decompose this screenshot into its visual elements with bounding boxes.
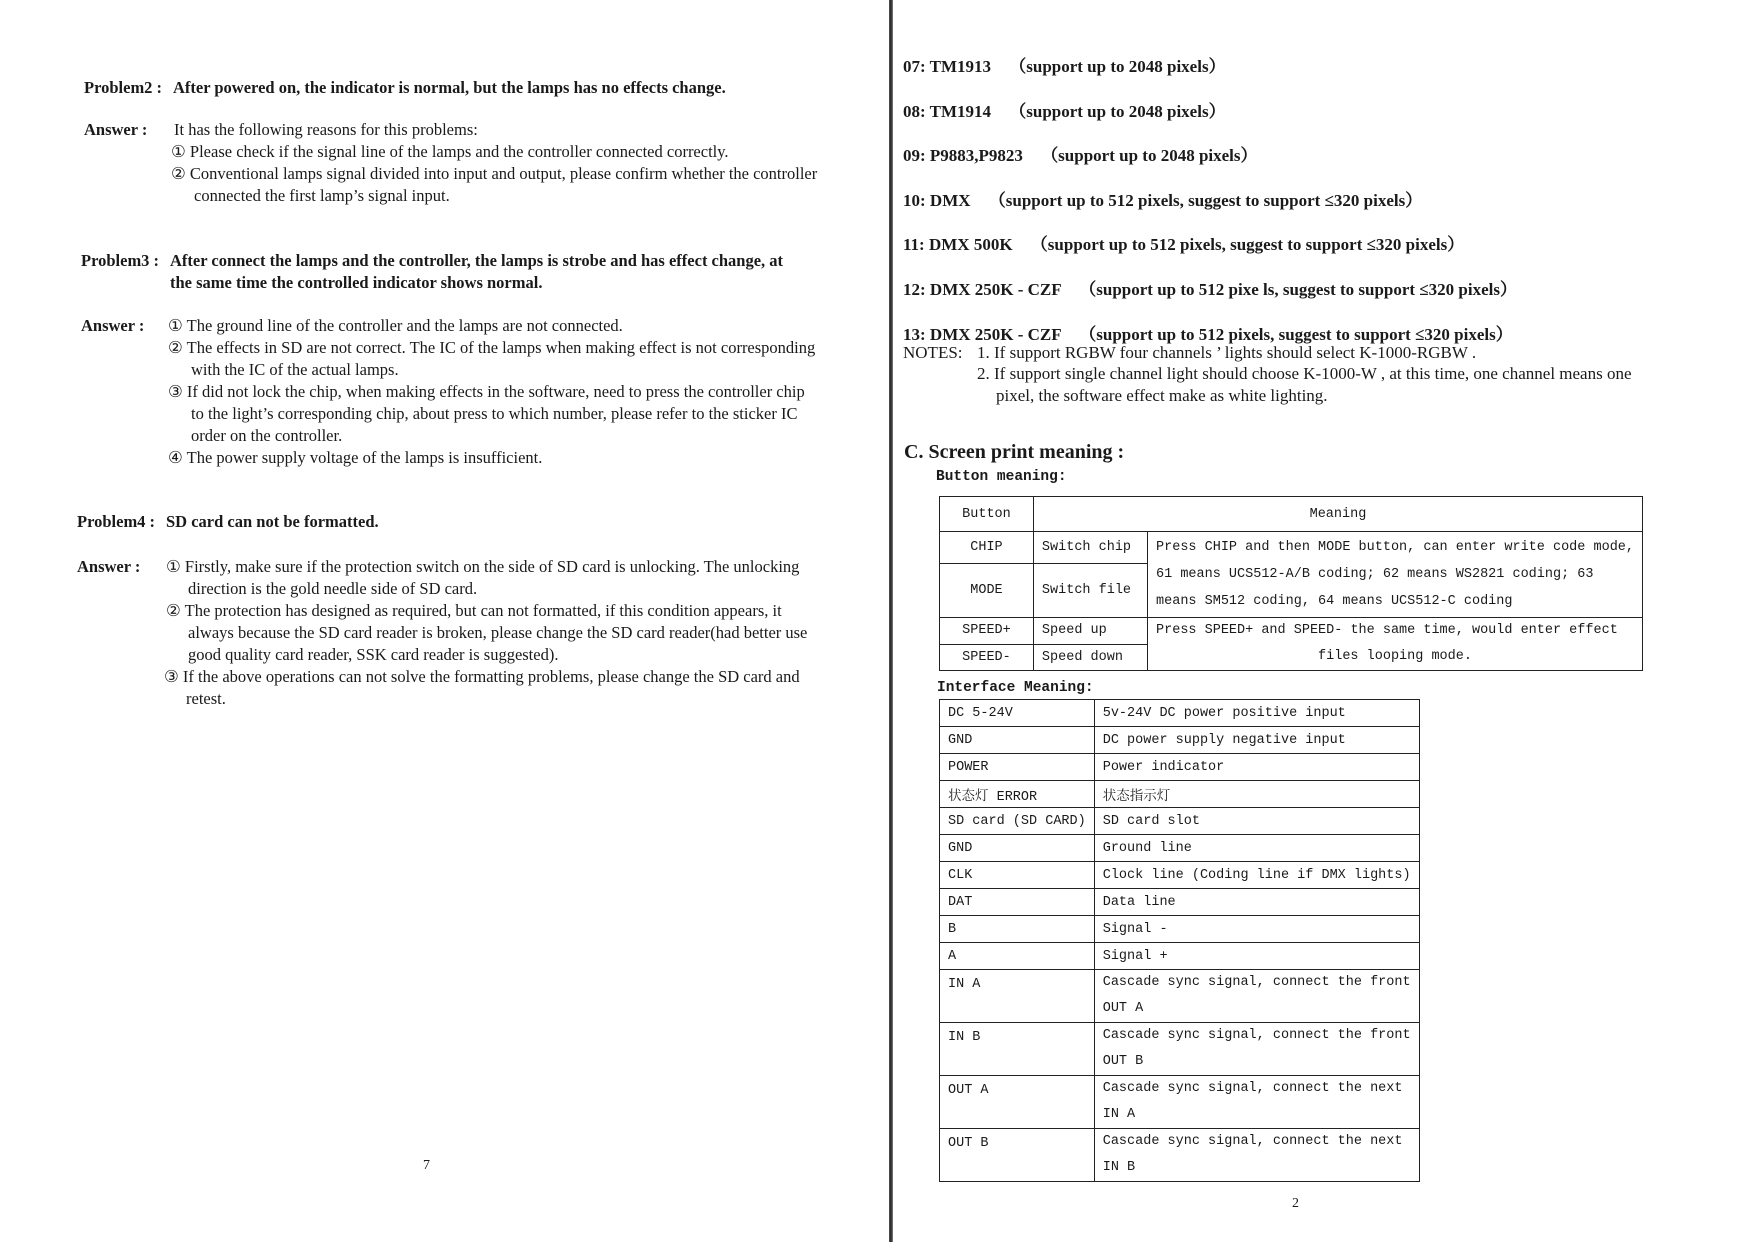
notes-label: NOTES: <box>903 343 963 362</box>
button-speed-up: SPEED+ <box>940 618 1034 645</box>
problem3-answer-label: Answer : <box>81 316 145 335</box>
problem3-item-3-cont: to the light’s corresponding chip, about press to which number, please refer to the sticker IC <box>191 404 798 423</box>
meaning-mode: Switch file <box>1033 564 1147 618</box>
notes-line-1: 1. If support RGBW four channels ’ lights should select K-1000-RGBW . <box>977 343 1477 362</box>
interface-meaning <box>1094 970 1419 1023</box>
problem3-label: Problem3 : <box>81 251 160 270</box>
interface-meaning-label: Interface Meaning: <box>937 680 1094 696</box>
interface-meaning-line: SD card slot <box>1102 813 1200 829</box>
interface-meaning-line: Ground line <box>1102 840 1192 856</box>
problem4-item-2-cont: always because the SD card reader is broken, please change the SD card reader(had better use <box>188 623 808 642</box>
problem3-item-4: ④ The power supply voltage of the lamps is insufficient. <box>168 448 543 467</box>
interface-meaning-line: DC power supply negative input <box>1102 732 1346 748</box>
problem3-title-line2: the same time the controlled indicator shows normal. <box>170 273 543 292</box>
table-row <box>940 916 1420 943</box>
interface-meaning <box>1094 889 1419 916</box>
chip-line-07 <box>903 52 1226 77</box>
problem3-item-1: ① The ground line of the controller and the lamps are not connected. <box>168 316 623 335</box>
chip-line-12 <box>903 275 1517 300</box>
interface-meaning <box>1094 916 1419 943</box>
chip-line-11 <box>903 230 1464 255</box>
table-row <box>940 970 1420 1023</box>
interface-name: SD card (SD CARD) <box>940 808 1095 835</box>
interface-meaning-line: OUT A <box>1102 1001 1144 1016</box>
interface-name: OUT A <box>940 1076 1095 1129</box>
chip-support: （support up to 512 pixe ls, suggest to support ≤320 pixels） <box>1079 280 1517 299</box>
button-meaning-label: Button meaning: <box>936 469 1067 485</box>
interface-name: POWER <box>940 754 1095 781</box>
problem2-intro: It has the following reasons for this problems: <box>174 120 478 139</box>
problem2-answer-label: Answer : <box>84 120 148 139</box>
problem2-item-1: ① Please check if the signal line of the lamps and the controller connected correctly. <box>171 142 729 161</box>
interface-meaning-line: Cascade sync signal, connect the next <box>1102 1134 1403 1149</box>
problem4-item-2-cont2: good quality card reader, SSK card reader is suggested). <box>188 645 559 664</box>
problem4-item-1-cont: direction is the gold needle side of SD card. <box>188 579 478 598</box>
table-row <box>940 1129 1420 1182</box>
button-speed-down: SPEED- <box>940 644 1034 671</box>
chip-line-10 <box>903 186 1422 211</box>
problem4-answer-label: Answer : <box>77 557 141 576</box>
table-row <box>940 1076 1420 1129</box>
button-table <box>939 496 1643 671</box>
interface-meaning-line: Signal + <box>1102 948 1168 964</box>
interface-meaning <box>1094 700 1419 727</box>
interface-name: A <box>940 943 1095 970</box>
interface-meaning <box>1094 943 1419 970</box>
problem4-item-1: ① Firstly, make sure if the protection switch on the side of SD card is unlocking. The unlocking <box>166 557 800 576</box>
chip-mode-note-line: 61 means UCS512-A/B coding; 62 means WS2821 coding; 63 <box>1156 567 1594 582</box>
interface-meaning <box>1094 808 1419 835</box>
interface-meaning <box>1094 727 1419 754</box>
interface-meaning-line: Power indicator <box>1102 759 1225 775</box>
button-chip: CHIP <box>940 532 1034 564</box>
interface-meaning-line: OUT B <box>1102 1054 1144 1069</box>
interface-name: IN B <box>940 1023 1095 1076</box>
section-c-title: C. Screen print meaning : <box>904 441 1125 463</box>
problem4-label: Problem4 : <box>77 512 156 531</box>
chip-code: 09: P9883,P9823 <box>903 146 1023 165</box>
interface-table-body <box>940 700 1420 1182</box>
table-row <box>940 889 1420 916</box>
chip-code: 07: TM1913 <box>903 57 991 76</box>
table-row <box>940 943 1420 970</box>
interface-meaning <box>1094 1023 1419 1076</box>
button-mode: MODE <box>940 564 1034 618</box>
interface-meaning-line: Cascade sync signal, connect the front <box>1102 1028 1411 1043</box>
table-row <box>940 835 1420 862</box>
chip-code: 08: TM1914 <box>903 102 991 121</box>
chip-line-13 <box>903 320 1513 345</box>
notes-line-3: pixel, the software effect make as white lighting. <box>996 386 1328 405</box>
chip-support: （support up to 512 pixels, suggest to support ≤320 pixels） <box>988 191 1423 210</box>
interface-meaning-line: Signal - <box>1102 921 1168 937</box>
interface-meaning-line: 状态指示灯 <box>1102 789 1171 805</box>
interface-name: GND <box>940 727 1095 754</box>
chip-code: 13: DMX 250K - CZF <box>903 325 1062 344</box>
chip-support: （support up to 2048 pixels） <box>1009 57 1226 76</box>
notes-line-2: 2. If support single channel light should choose K-1000-W , at this time, one channel means one <box>977 364 1632 383</box>
problem3-title-line1: After connect the lamps and the controller, the lamps is strobe and has effect change, at <box>170 251 784 270</box>
interface-name: IN A <box>940 970 1095 1023</box>
problem3-item-2-cont: with the IC of the actual lamps. <box>191 360 399 379</box>
interface-meaning-line: 5v-24V DC power positive input <box>1102 705 1346 721</box>
chip-support: （support up to 512 pixels, suggest to support ≤320 pixels） <box>1030 235 1465 254</box>
interface-table <box>939 699 1420 1182</box>
chip-line-09 <box>903 141 1258 166</box>
speed-note-line: Press SPEED+ and SPEED- the same time, would enter effect <box>1156 623 1618 638</box>
chip-mode-note-line: means SM512 coding, 64 means UCS512-C coding <box>1156 594 1513 609</box>
right-page <box>895 0 1755 1242</box>
chip-support: （support up to 2048 pixels） <box>1009 102 1226 121</box>
header-button: Button <box>940 497 1034 532</box>
interface-meaning-line: Data line <box>1102 894 1176 910</box>
chip-support: （support up to 2048 pixels） <box>1041 146 1258 165</box>
page-number-right: 2 <box>1292 1196 1299 1211</box>
problem4-item-3-cont: retest. <box>186 689 226 708</box>
table-row <box>940 781 1420 808</box>
interface-meaning-line: IN A <box>1102 1107 1136 1122</box>
interface-meaning <box>1094 781 1419 808</box>
problem4-item-3: ③ If the above operations can not solve the formatting problems, please change the SD card and <box>164 667 800 686</box>
page-number-left: 7 <box>423 1158 430 1173</box>
interface-meaning <box>1094 754 1419 781</box>
interface-meaning-line: Cascade sync signal, connect the front <box>1102 975 1411 990</box>
table-row <box>940 754 1420 781</box>
interface-name: GND <box>940 835 1095 862</box>
problem2-title: After powered on, the indicator is normal, but the lamps has no effects change. <box>173 78 726 97</box>
meaning-speed-up: Speed up <box>1033 618 1147 645</box>
chip-code: 11: DMX 500K <box>903 235 1013 254</box>
interface-meaning-line: Clock line (Coding line if DMX lights) <box>1102 867 1411 883</box>
chip-code: 12: DMX 250K - CZF <box>903 280 1062 299</box>
interface-name: B <box>940 916 1095 943</box>
speed-note <box>1148 618 1643 671</box>
button-table-header <box>940 497 1643 532</box>
chip-mode-note <box>1148 532 1643 618</box>
interface-name: DAT <box>940 889 1095 916</box>
meaning-chip: Switch chip <box>1033 532 1147 564</box>
problem4-item-2: ② The protection has designed as required, but can not formatted, if this condition appears, it <box>166 601 782 620</box>
problem3-item-3-cont2: order on the controller. <box>191 426 343 445</box>
interface-name: DC 5-24V <box>940 700 1095 727</box>
interface-meaning <box>1094 1129 1419 1182</box>
interface-name: CLK <box>940 862 1095 889</box>
table-row <box>940 700 1420 727</box>
interface-meaning-line: Cascade sync signal, connect the next <box>1102 1081 1403 1096</box>
chip-support: （support up to 512 pixels, suggest to support ≤320 pixels） <box>1079 325 1513 344</box>
table-row <box>940 618 1643 645</box>
problem2-label: Problem2 : <box>84 78 163 97</box>
table-row <box>940 532 1643 564</box>
table-row <box>940 1023 1420 1076</box>
table-row <box>940 862 1420 889</box>
meaning-speed-down: Speed down <box>1033 644 1147 671</box>
chip-mode-note-line: Press CHIP and then MODE button, can enter write code mode, <box>1156 540 1634 555</box>
speed-note-line: files looping mode. <box>1318 649 1472 664</box>
table-row <box>940 808 1420 835</box>
interface-meaning <box>1094 862 1419 889</box>
chip-code: 10: DMX <box>903 191 971 210</box>
problem3-item-3: ③ If did not lock the chip, when making effects in the software, need to press the controller chip <box>168 382 805 401</box>
problem3-item-2: ② The effects in SD are not correct. The IC of the lamps when making effect is not corresponding <box>168 338 816 357</box>
interface-name: 状态灯 ERROR <box>940 781 1095 808</box>
problem4-title: SD card can not be formatted. <box>166 512 379 531</box>
interface-meaning <box>1094 835 1419 862</box>
chip-line-08 <box>903 97 1226 122</box>
interface-meaning-line: IN B <box>1102 1160 1136 1175</box>
interface-meaning <box>1094 1076 1419 1129</box>
problem2-item-2: ② Conventional lamps signal divided into input and output, please confirm whether the controller <box>171 164 818 183</box>
table-row <box>940 727 1420 754</box>
problem2-item-2-cont: connected the first lamp’s signal input. <box>194 186 450 205</box>
header-meaning: Meaning <box>1033 497 1642 532</box>
interface-name: OUT B <box>940 1129 1095 1182</box>
